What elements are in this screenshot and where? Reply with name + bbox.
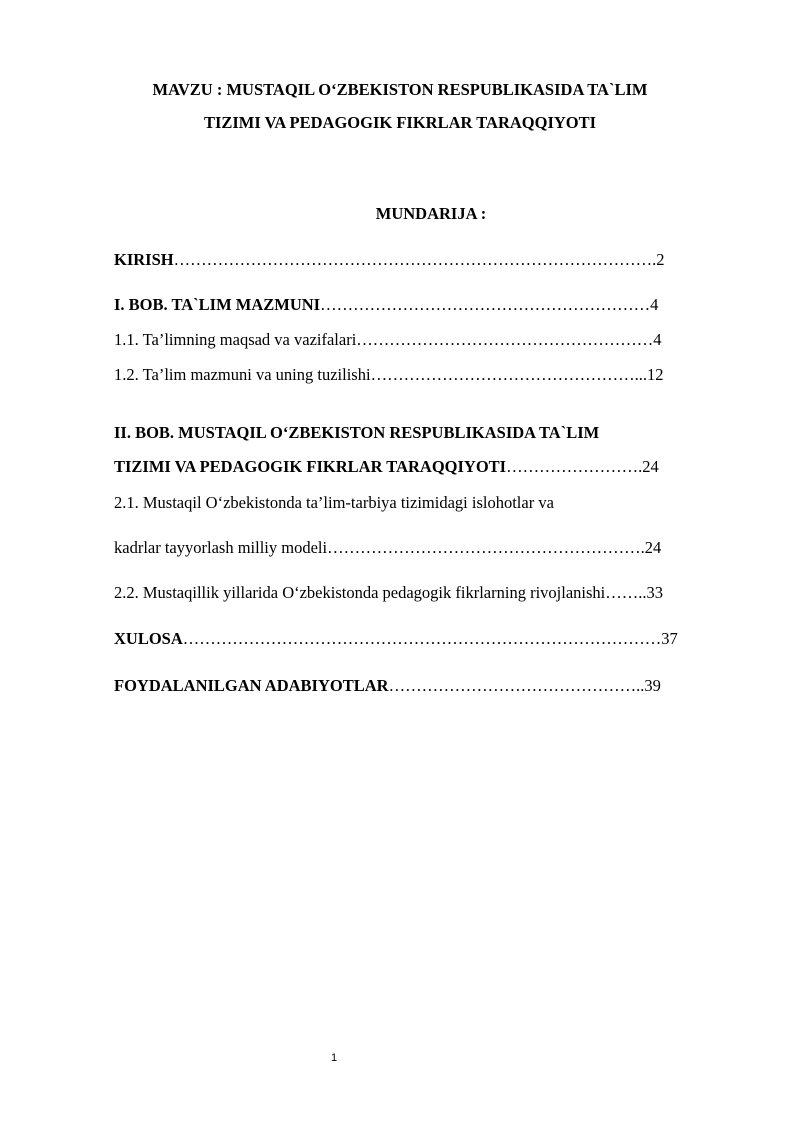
toc-leader-dots: ………………………………………… [370,365,635,384]
toc-entry-2-1-line-1 [114,493,554,513]
toc-page-number: 24 [644,538,662,557]
toc-page-number: 33 [646,583,663,602]
toc-page-number: 39 [644,676,661,695]
toc-entry-2-2 [114,583,663,603]
toc-entry-label: 2.2. Mustaqillik yillarida O‘zbekistonda pedagogik fikrlarning rivojlanishi [114,583,606,602]
toc-entry-label: II. BOB. MUSTAQIL O‘ZBEKISTON RESPUBLIKASIDA TA`LIM [114,423,600,442]
toc-entry-label: XULOSA [114,629,183,648]
page-number: 1 [330,1052,338,1064]
toc-page-number: 24 [642,457,659,476]
toc-leader-dots: ……………………………………………… [356,330,654,349]
toc-leader-dots: …………………………………………………………………………… [173,250,653,269]
toc-leader-dots: …………………………………………………… [320,295,651,314]
toc-page-number: ...12 [634,365,664,384]
toc-entry-label: I. BOB. TA`LIM MAZMUNI [114,295,321,314]
toc-entry-bob-2-line-1 [114,423,599,443]
toc-page-number: 4 [650,295,659,314]
document-title-line-2: TIZIMI VA PEDAGOGIK FIKRLAR TARAQQIYOTI [203,113,597,132]
toc-entry-label: FOYDALANILGAN ADABIYOTLAR [114,676,389,695]
toc-entry-label: 2.1. Mustaqil O‘zbekistonda ta’lim-tarbiya tizimidagi islohotlar va [114,493,554,512]
toc-leader-dots: …………………………………………………. [327,538,645,557]
toc-entry-label: 1.2. Ta’lim mazmuni va uning tuzilishi [114,365,371,384]
toc-heading: MUNDARIJA : [375,204,487,223]
toc-entry-label: kadrlar tayyorlash milliy modeli [114,538,328,557]
toc-entry-bob-1 [114,295,658,315]
toc-page-number: .2 [652,250,665,269]
toc-entry-1-1 [114,330,662,350]
toc-entry-adabiyotlar [114,676,661,696]
toc-entry-bob-2-line-2 [114,457,659,477]
toc-entry-kirish [114,250,664,270]
toc-leader-dots: ……………………. [506,457,643,476]
toc-page-number: 4 [653,330,662,349]
toc-leader-dots: …….. [605,583,647,602]
toc-entry-1-2 [114,365,663,385]
toc-entry-xulosa [114,629,678,649]
toc-entry-label: 1.1. Ta’limning maqsad va vazifalari [114,330,357,349]
toc-leader-dots: …………………………………………………………………………… [182,629,662,648]
toc-leader-dots: ……………………………………….. [388,676,645,695]
toc-entry-label: TIZIMI VA PEDAGOGIK FIKRLAR TARAQQIYOTI [114,457,507,476]
toc-entry-2-1-line-2 [114,538,661,558]
document-title-line-1: MAVZU : MUSTAQIL O‘ZBEKISTON RESPUBLIKASIDA TA`LIM [152,80,648,99]
toc-entry-label: KIRISH [114,250,174,269]
toc-page-number: 37 [661,629,678,648]
